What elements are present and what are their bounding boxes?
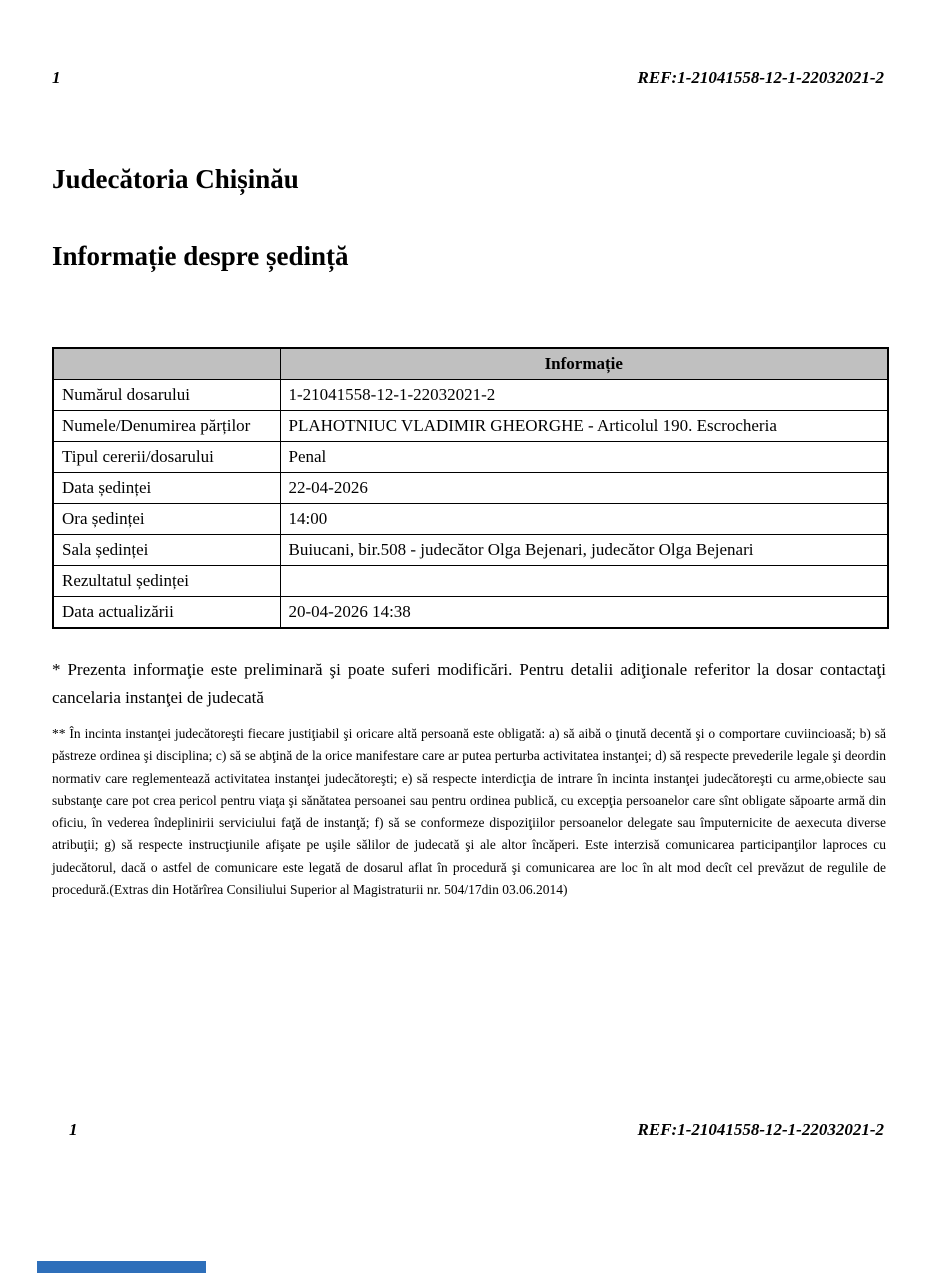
header-ref: REF:1-21041558-12-1-22032021-2 [637,68,884,87]
row-label: Data actualizării [53,597,280,629]
row-value: 22-04-2026 [280,473,888,504]
running-footer [52,1120,884,1140]
row-value: PLAHOTNIUC VLADIMIR GHEORGHE - Articolul 190. Escrocheria [280,411,888,442]
table-row [53,411,888,442]
row-label: Sala ședinței [53,535,280,566]
table-row [53,535,888,566]
table-row [53,597,888,629]
conduct-rules-note: ** În incinta instanţei judecătoreşti fiecare justiţiabil şi oricare altă persoană este obligată: a) să aibă o ţinută decentă şi o comportare cuviincioasă; b) să păstreze ordinea şi disciplina; c) să se abţină de la orice manifestare care ar putea perturba activitatea instanţei; d) să respecte prevederile legale şi deordin normativ care reglementează activitatea instanţei judecătoreşti; e) să respecte interdicţia de intrare în incinta instanţei judecătoreşti cu arme,obiecte sau substanţe care pot crea pericol pentru viaţa şi sănătatea persoanei sau pentru ordinea publică, cu excepţia persoanelor care sînt obligate săpoarte armă din oficiu, în vederea îndeplinirii serviciului faţă de instanţă; f) să se conformeze dispoziţiilor persoanelor delegate sau împuternicite de aexecuta diverse atribuţii; g) să respecte instrucţiunile afişate pe uşile sălilor de judecată şi ale altor încăperi. Este interzisă comunicarea participanţilor laproces cu judecătorul, dacă o astfel de comunicare este legată de dosarul aflat în procedură şi comunicarea are loc în alt mod decît cel prevăzut de regulile de procedură.(Extras din Hotărîrea Consiliului Superior al Magistraturii nr. 504/17din 03.06.2014) [52,726,886,898]
row-value: Buiucani, bir.508 - judecător Olga Bejenari, judecător Olga Bejenari [280,535,888,566]
row-value: 20-04-2026 14:38 [280,597,888,629]
hearing-info-table [52,347,889,629]
row-value: Penal [280,442,888,473]
row-label: Rezultatul ședinței [53,566,280,597]
row-label: Numărul dosarului [53,380,280,411]
row-value [280,566,888,597]
row-label: Data ședinței [53,473,280,504]
table-row [53,504,888,535]
table-row [53,380,888,411]
row-value: 1-21041558-12-1-22032021-2 [280,380,888,411]
footer-accent-bar [37,1261,206,1273]
row-label: Ora ședinței [53,504,280,535]
running-header [52,68,884,88]
header-page-number: 1 [52,68,61,87]
table-header-label: Informație [280,348,888,380]
table-row [53,566,888,597]
footer-page-number: 1 [69,1120,78,1139]
row-label: Tipul cererii/dosarului [53,442,280,473]
table-row [53,473,888,504]
table-row [53,442,888,473]
court-title: Judecătoria Chișinău [52,164,299,194]
table-header-row [53,348,888,380]
footer-ref: REF:1-21041558-12-1-22032021-2 [637,1120,884,1139]
row-value: 14:00 [280,504,888,535]
page-title: Informație despre ședință [52,241,349,271]
row-label: Numele/Denumirea părților [53,411,280,442]
preliminary-note: * Prezenta informaţie este preliminară şi poate suferi modificări. Pentru detalii adiţionale referitor la dosar contactaţi cancelaria instanţei de judecată [52,660,886,707]
table-header-empty-cell [53,348,280,380]
